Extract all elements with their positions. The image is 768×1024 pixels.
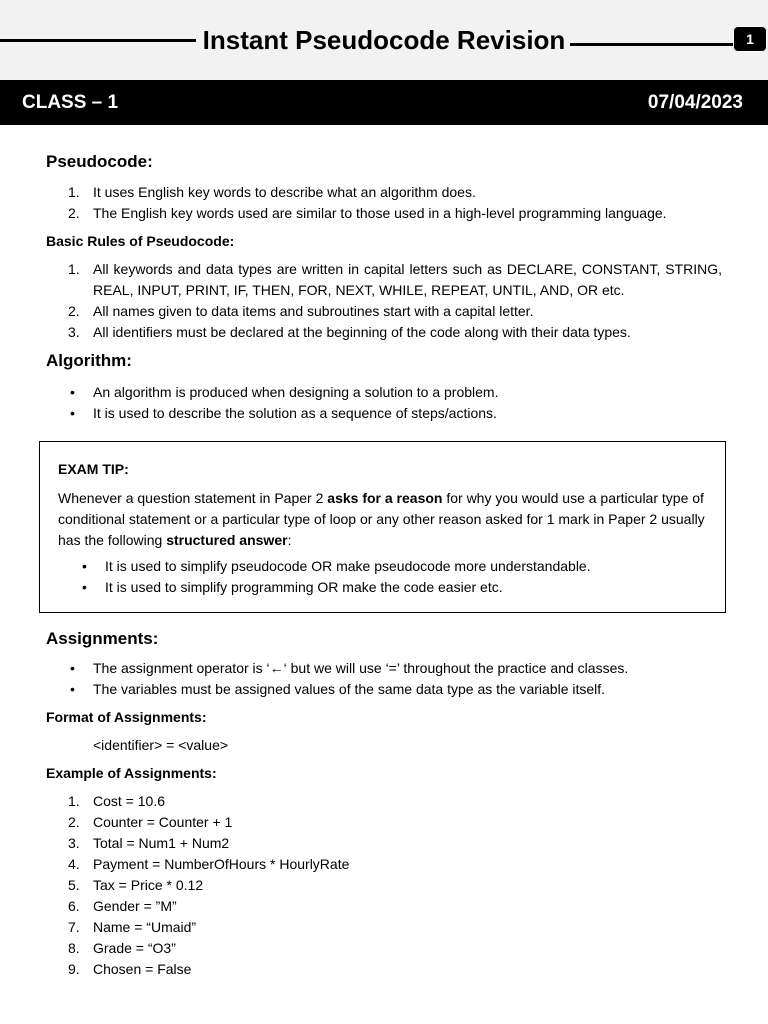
basic-rules-list: [46, 259, 722, 343]
exam-tip-box: [39, 441, 726, 613]
bullet-icon: •: [82, 558, 87, 574]
list-item: 2. All names given to data items and subroutines start with a capital letter.: [68, 303, 534, 319]
class-date: 07/04/2023: [647, 92, 743, 113]
list-item: • The variables must be assigned values of the same data type as the variable itself.: [46, 679, 722, 700]
assignments-heading: Assignments:: [46, 629, 159, 648]
list-item: • An algorithm is produced when designing a solution to a problem.: [46, 382, 722, 403]
bullet-icon: •: [70, 681, 75, 697]
algorithm-heading: Algorithm:: [46, 351, 132, 370]
list-item: 9. Chosen = False: [68, 961, 192, 977]
list-item: 2. The English key words used are similar to those used in a high-level programming language.: [68, 205, 667, 221]
list-item: 2. Counter = Counter + 1: [68, 814, 233, 830]
bullet-icon: •: [82, 579, 87, 595]
list-item: 6. Gender = ”M”: [68, 898, 177, 914]
class-label: CLASS – 1: [22, 92, 119, 113]
exam-tip-list: [58, 556, 710, 598]
list-item: • It is used to simplify pseudocode OR make pseudocode more understandable.: [58, 556, 710, 577]
examples-list: [46, 791, 722, 980]
pseudocode-list: [46, 182, 722, 224]
page-number-badge: 1: [733, 26, 767, 52]
examples-heading: Example of Assignments:: [46, 765, 217, 781]
exam-tip-title: EXAM TIP:: [58, 461, 129, 477]
list-item: • It is used to simplify programming OR make the code easier etc.: [58, 577, 710, 598]
pseudocode-heading: Pseudocode:: [46, 152, 153, 171]
list-item: 4. Payment = NumberOfHours * HourlyRate: [68, 856, 350, 872]
class-band: [0, 80, 768, 125]
list-item: 5. Tax = Price * 0.12: [68, 877, 204, 893]
list-item: • The assignment operator is ‘←‘ but we will use ‘=’ throughout the practice and classes.: [46, 658, 722, 679]
list-item: 1. Cost = 10.6: [68, 793, 165, 809]
algorithm-list: [46, 382, 722, 424]
document-title: Instant Pseudocode Revision: [202, 25, 566, 55]
assignments-list: [46, 658, 722, 700]
list-item: 7. Name = “Umaid”: [68, 919, 197, 935]
bullet-icon: •: [70, 660, 75, 676]
format-line: <identifier> = <value>: [93, 737, 229, 753]
format-heading: Format of Assignments:: [46, 709, 207, 725]
list-item: 3. Total = Num1 + Num2: [68, 835, 230, 851]
page-header: [0, 0, 768, 80]
list-item: • It is used to describe the solution as a sequence of steps/actions.: [46, 403, 722, 424]
basic-rules-heading: Basic Rules of Pseudocode:: [46, 233, 235, 249]
bullet-icon: •: [70, 384, 75, 400]
exam-tip-text: Whenever a question statement in Paper 2 asks for a reason for why you would use a particular type of conditional statement or a particular type of loop or any other reason asked for 1 mark in Paper 2 usually has the following structured answer:: [58, 490, 705, 548]
list-item: 8. Grade = “O3”: [68, 940, 176, 956]
list-item: 1. It uses English key words to describe what an algorithm does.: [68, 184, 476, 200]
bullet-icon: •: [70, 405, 75, 421]
list-item: 1. All keywords and data types are written in capital letters such as DECLARE, CONSTANT, STRING, REAL, INPUT, PRINT, IF, THEN, FOR, NEXT, WHILE, REPEAT, UNTIL, AND, OR etc.: [68, 261, 722, 298]
list-item: 3. All identifiers must be declared at the beginning of the code along with their data types.: [68, 324, 631, 340]
